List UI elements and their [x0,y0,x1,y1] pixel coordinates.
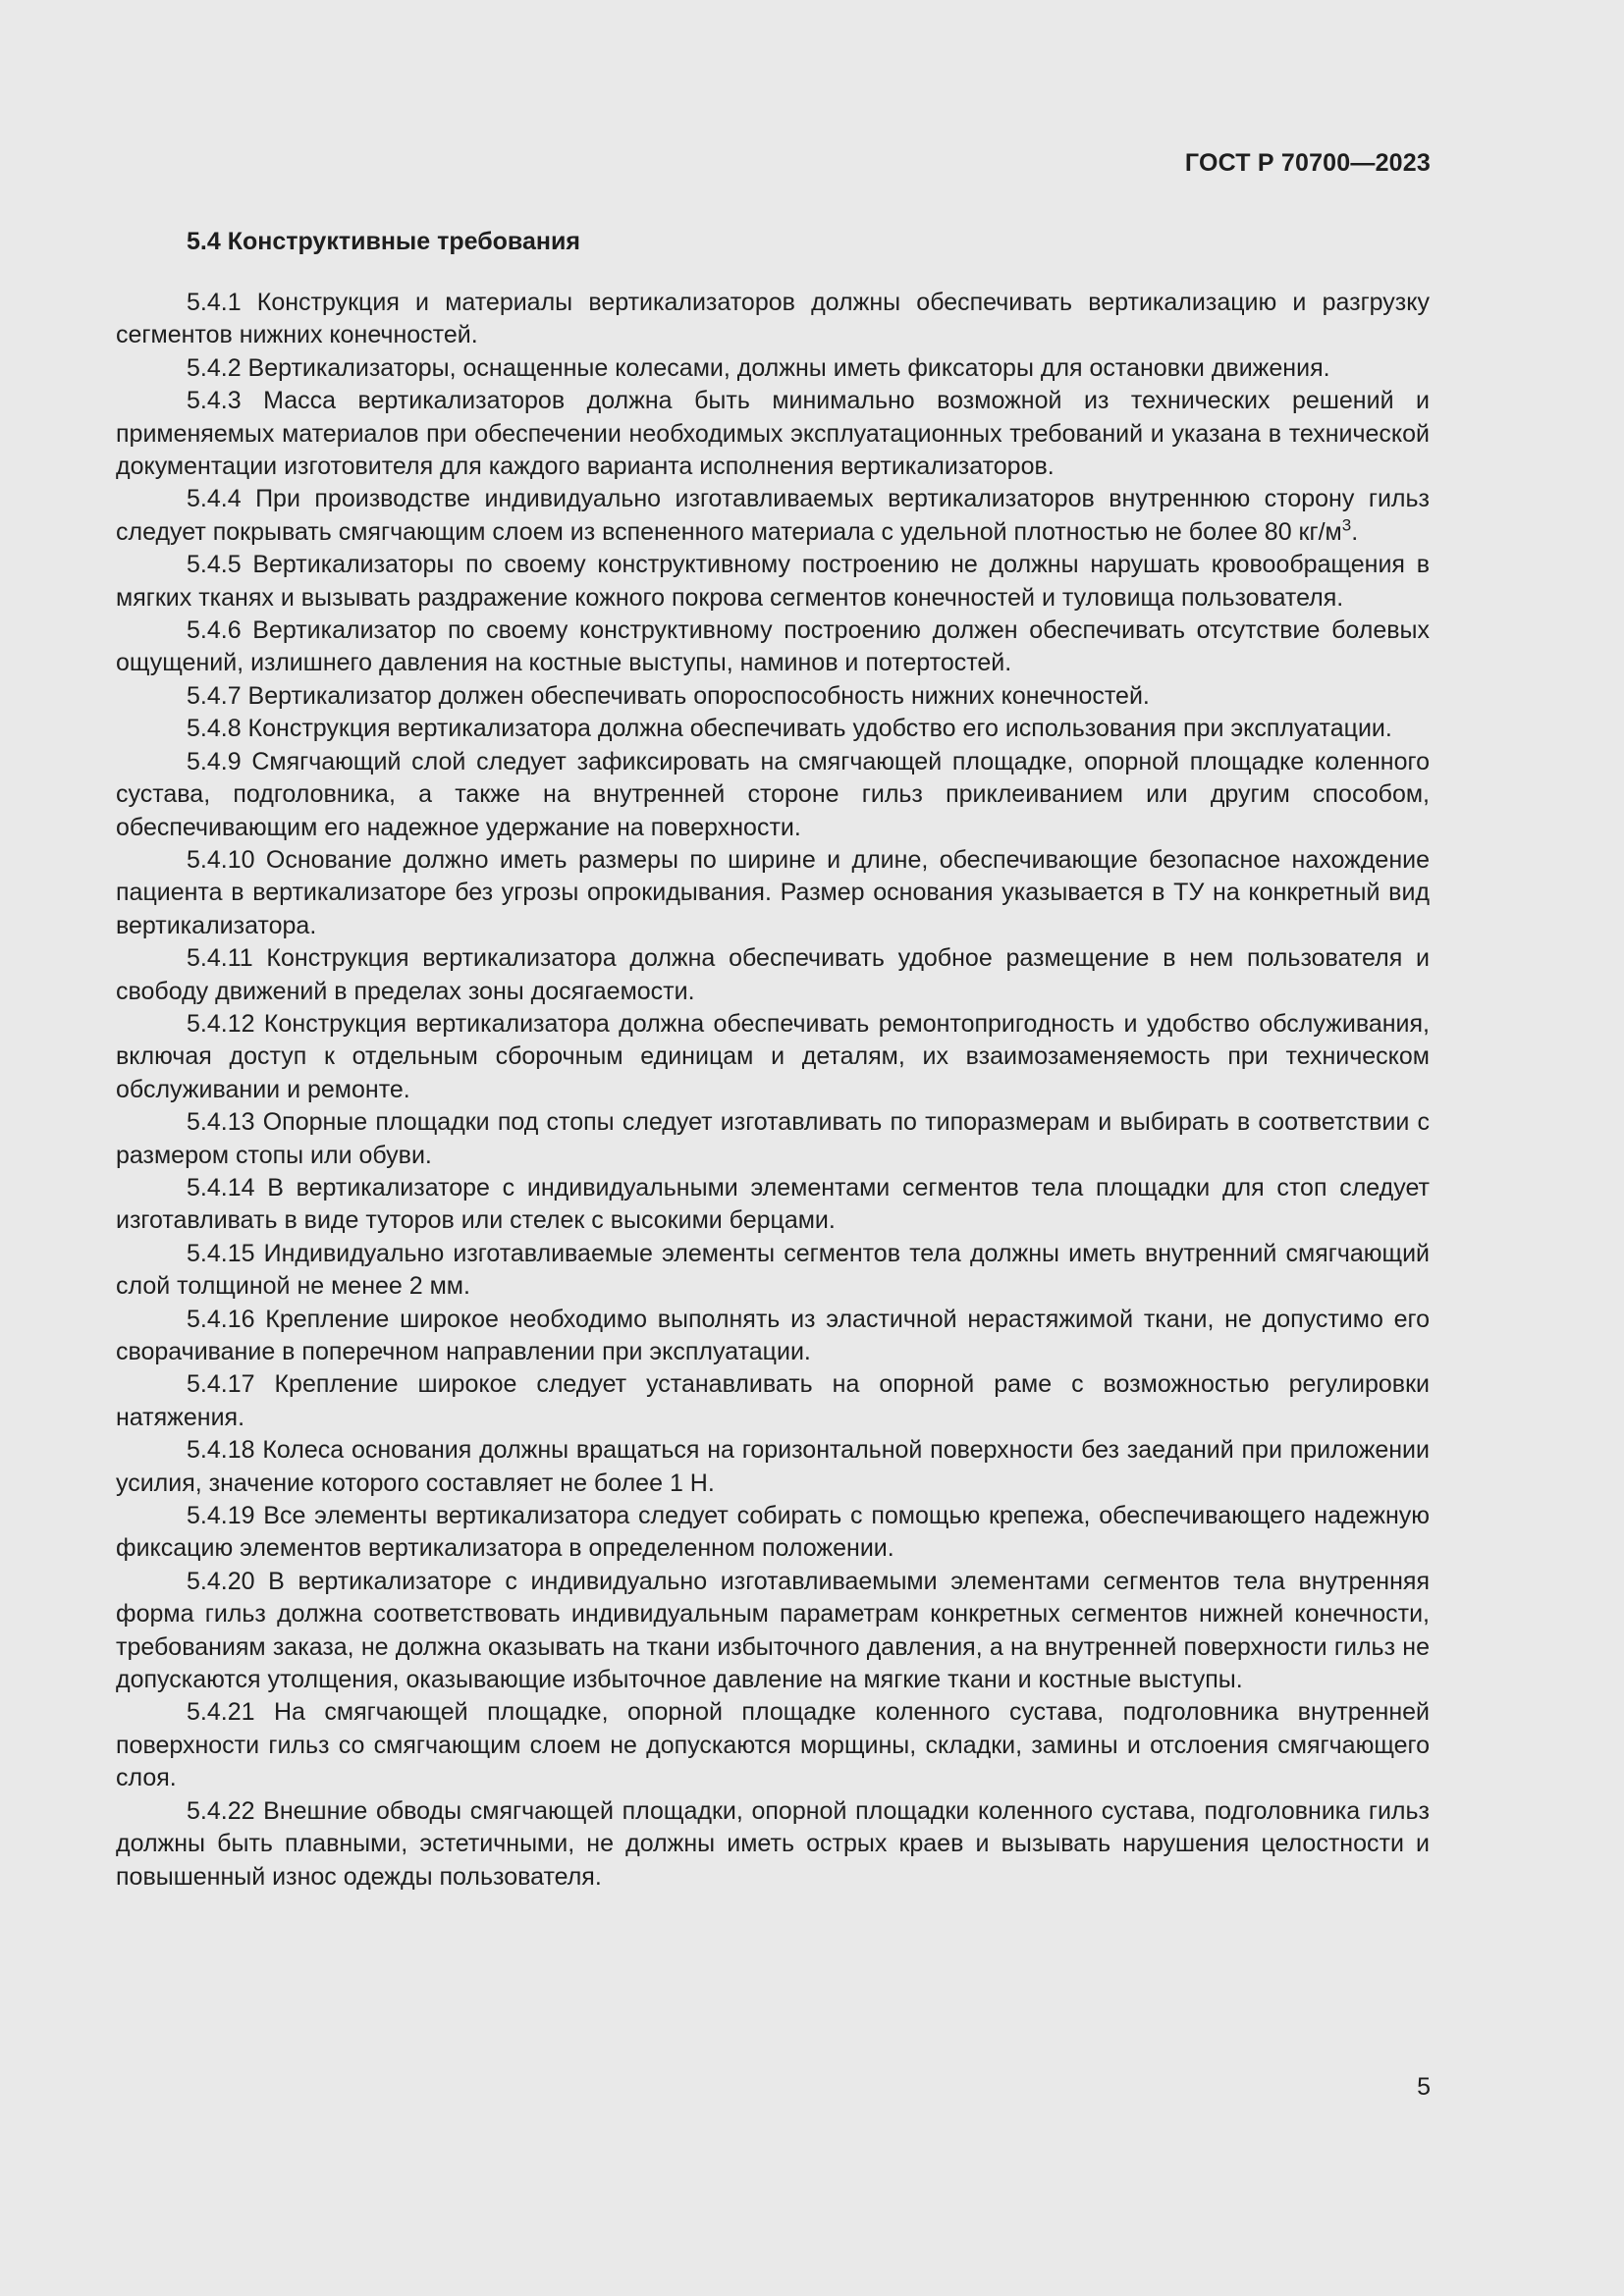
clause-text: 5.4.7 Вертикализатор должен обеспечивать опороспособность нижних конечностей. [187,681,1150,710]
clause-paragraph [116,680,1430,713]
clause-paragraph [116,1500,1430,1566]
clause-paragraph [116,1238,1430,1304]
clause-paragraph [116,1304,1430,1369]
clause-paragraph [116,844,1430,942]
clause-text: 5.4.16 Крепление широкое необходимо выполнять из эластичной нерастяжимой ткани, не допустимо его сворачивание в поперечном направлении при эксплуатации. [116,1305,1430,1365]
clause-paragraph [116,549,1430,614]
document-body [116,224,1430,1894]
page-number: 5 [1417,2073,1431,2101]
clause-list [116,287,1430,1894]
clause-paragraph [116,1106,1430,1172]
clause-text: 5.4.6 Вертикализатор по своему конструктивному построению должен обеспечивать отсутствие болевых ощущений, излишнего давления на костные выступы, наминов и потертостей. [116,616,1430,677]
clause-paragraph [116,1696,1430,1794]
section-title: 5.4 Конструктивные требования [187,228,580,255]
clause-text: 5.4.10 Основание должно иметь размеры по ширине и длине, обеспечивающие безопасное нахождение пациента в вертикализаторе без угрозы опрокидывания. Размер основания указывается в ТУ на конкретный вид вертикализатора. [116,845,1430,939]
clause-paragraph [116,1368,1430,1434]
clause-paragraph [116,713,1430,745]
clause-text: 5.4.11 Конструкция вертикализатора должна обеспечивать удобное размещение в нем пользователя и свободу движений в пределах зоны досягаемости. [116,944,1430,1005]
clause-text: 5.4.17 Крепление широкое следует устанавливать на опорной раме с возможностью регулировки натяжения. [116,1370,1430,1431]
clause-text: 5.4.20 В вертикализаторе с индивидуально изготавливаемыми элементами сегментов тела внутренняя форма гильз должна соответствовать индивидуальным параметрам конкретных сегментов нижней конечности, требованиям заказа, не должна оказывать на ткани избыточного давления, а на внутренней поверхности гильз не допускаются утолщения, оказывающие избыточное давление на мягкие ткани и костные выступы. [116,1567,1430,1694]
clause-superscript: 3 [1341,515,1352,535]
clause-paragraph [116,1795,1430,1894]
clause-text: 5.4.5 Вертикализаторы по своему конструктивному построению не должны нарушать кровообращения в мягких тканях и вызывать раздражение кожного покрова сегментов конечностей и туловища пользователя. [116,551,1430,612]
clause-text: 5.4.8 Конструкция вертикализатора должна обеспечивать удобство его использования при эксплуатации. [187,715,1392,743]
clause-text: 5.4.18 Колеса основания должны вращаться на горизонтальной поверхности без заеданий при приложении усилия, значение которого составляет не более 1 Н. [116,1436,1430,1497]
clause-paragraph [116,746,1430,844]
document-header-id: ГОСТ Р 70700—2023 [1184,149,1431,177]
clause-paragraph [116,1434,1430,1500]
clause-paragraph [116,483,1430,549]
clause-paragraph [116,1172,1430,1238]
clause-paragraph [116,1566,1430,1697]
clause-text: 5.4.12 Конструкция вертикализатора должна обеспечивать ремонтопригодность и удобство обслуживания, включая доступ к отдельным сборочным единицам и деталям, их взаимозаменяемость при техническом обслуживании и ремонте. [116,1009,1430,1103]
clause-text: 5.4.4 При производстве индивидуально изготавливаемых вертикализаторов внутреннюю сторону гильз следует покрывать смягчающим слоем из вспененного материала с удельной плотностью не более 80 кг/м [116,485,1430,546]
clause-text: 5.4.9 Смягчающий слой следует зафиксировать на смягчающей площадке, опорной площадке коленного сустава, подголовника, а также на внутренней стороне гильз приклеиванием или другим способом, обеспечивающим его надежное удержание на поверхности. [116,747,1430,841]
clause-paragraph [116,385,1430,483]
clause-text: 5.4.13 Опорные площадки под стопы следует изготавливать по типоразмерам и выбирать в соответствии с размером стопы или обуви. [116,1108,1430,1169]
clause-paragraph [116,1008,1430,1106]
clause-text: 5.4.19 Все элементы вертикализатора следует собирать с помощью крепежа, обеспечивающего надежную фиксацию элементов вертикализатора в определенном положении. [116,1502,1430,1563]
clause-paragraph [116,287,1430,352]
clause-text: 5.4.3 Масса вертикализаторов должна быть минимально возможной из технических решений и применяемых материалов при обеспечении необходимых эксплуатационных требований и указана в технической документации изготовителя для каждого варианта исполнения вертикализаторов. [116,387,1430,481]
clause-paragraph [116,942,1430,1008]
clause-text: 5.4.2 Вертикализаторы, оснащенные колесами, должны иметь фиксаторы для остановки движения. [187,353,1330,382]
clause-text-tail: . [1351,517,1359,546]
clause-paragraph [116,614,1430,680]
clause-paragraph [116,352,1430,385]
clause-text: 5.4.1 Конструкция и материалы вертикализаторов должны обеспечивать вертикализацию и разгрузку сегментов нижних конечностей. [116,289,1430,349]
clause-text: 5.4.14 В вертикализаторе с индивидуальными элементами сегментов тела площадки для стоп следует изготавливать в виде туторов или стелек с высокими берцами. [116,1173,1430,1235]
clause-text: 5.4.15 Индивидуально изготавливаемые элементы сегментов тела должны иметь внутренний смягчающий слой толщиной не менее 2 мм. [116,1239,1430,1301]
clause-text: 5.4.21 На смягчающей площадке, опорной площадке коленного сустава, подголовника внутренней поверхности гильз со смягчающим слоем не допускаются морщины, складки, замины и отслоения смягчающего слоя. [116,1698,1430,1792]
clause-text: 5.4.22 Внешние обводы смягчающей площадки, опорной площадки коленного сустава, подголовника гильз должны быть плавными, эстетичными, не должны иметь острых краев и вызывать нарушения целостности и повышенный износ одежды пользователя. [116,1796,1430,1891]
